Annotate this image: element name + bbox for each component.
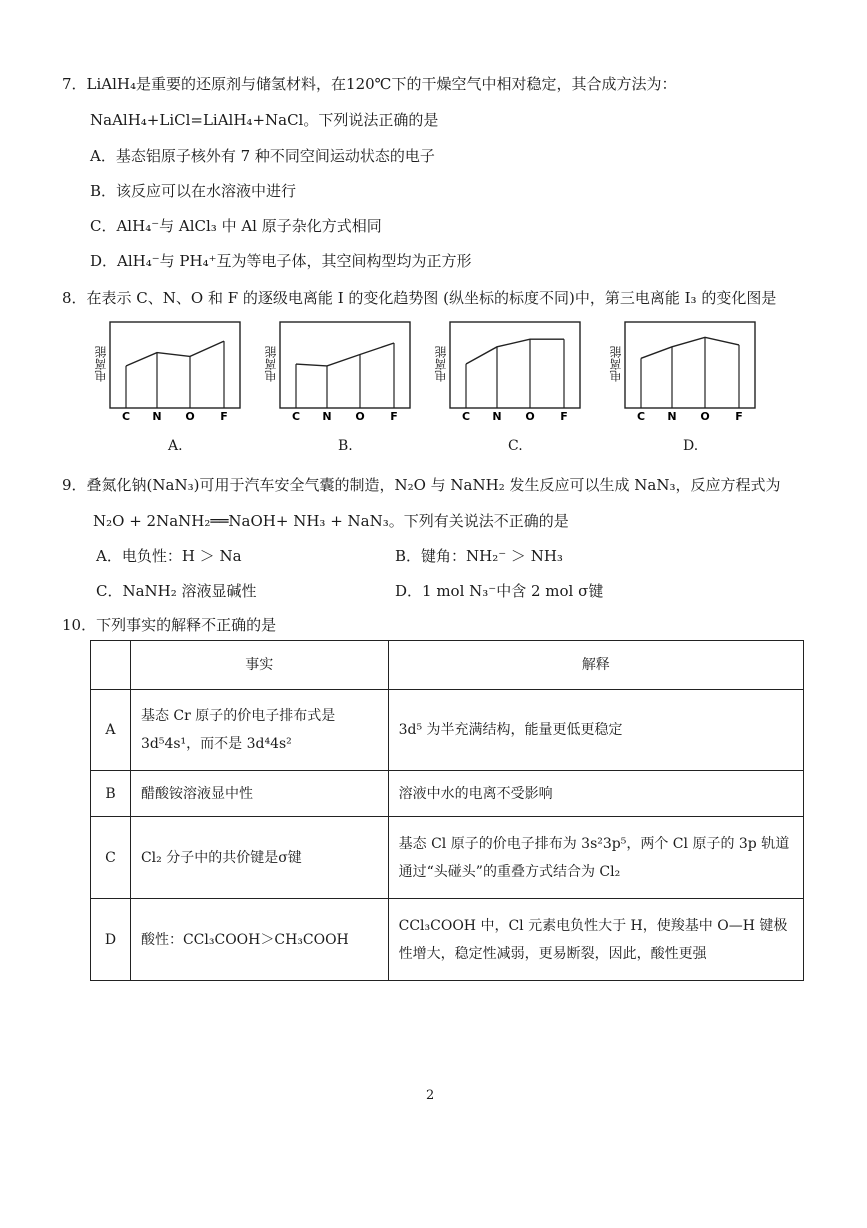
chart-option-label: D. bbox=[683, 438, 699, 454]
q7-option-d: D．AlH₄⁻与 PH₄⁺互为等电子体，其空间构型均为正方形 bbox=[90, 252, 472, 270]
trend-line bbox=[296, 343, 394, 366]
chart-ylabel: 电离能 bbox=[434, 346, 448, 382]
x-tick-label: O bbox=[355, 410, 365, 423]
ionization-chart-a bbox=[92, 322, 267, 462]
row-explain: 溶液中水的电离不受影响 bbox=[388, 771, 803, 817]
x-tick-label: F bbox=[220, 410, 228, 423]
q10-stem: 10．下列事实的解释不正确的是 bbox=[62, 616, 277, 634]
chart-ylabel: 电离能 bbox=[264, 346, 278, 382]
table-header-explain: 解释 bbox=[388, 641, 803, 690]
x-tick-label: C bbox=[636, 410, 646, 423]
q10-table bbox=[90, 640, 804, 981]
q9-stem-line1: 9．叠氮化钠(NaN₃)可用于汽车安全气囊的制造，N₂O 与 NaNH₂ 发生反应可以生成 NaN₃，反应方程式为 bbox=[62, 476, 781, 494]
q9-option-a: A．电负性：H ＞ Na bbox=[96, 547, 242, 565]
x-tick-label: N bbox=[667, 410, 677, 423]
row-fact: 醋酸铵溶液显中性 bbox=[130, 771, 388, 817]
chart-option-label: B. bbox=[338, 438, 353, 454]
x-tick-label: C bbox=[461, 410, 471, 423]
chart-ylabel: 电离能 bbox=[609, 346, 623, 382]
x-tick-label: F bbox=[560, 410, 568, 423]
row-fact: 基态 Cr 原子的价电子排布式是 3d⁵4s¹，而不是 3d⁴4s² bbox=[130, 690, 388, 771]
x-tick-label: O bbox=[525, 410, 535, 423]
chart-frame bbox=[450, 322, 580, 408]
x-tick-label: N bbox=[322, 410, 332, 423]
row-key: B bbox=[91, 771, 131, 817]
q9-option-d: D．1 mol N₃⁻中含 2 mol σ键 bbox=[395, 582, 604, 600]
ionization-chart-b bbox=[262, 322, 437, 462]
q7-stem-line2: NaAlH₄+LiCl=LiAlH₄+NaCl。下列说法正确的是 bbox=[90, 111, 439, 129]
ionization-chart-d bbox=[607, 322, 782, 462]
x-tick-label: C bbox=[291, 410, 301, 423]
row-explain: 3d⁵ 为半充满结构，能量更低更稳定 bbox=[388, 690, 803, 771]
q7-option-a: A．基态铝原子核外有 7 种不同空间运动状态的电子 bbox=[90, 147, 435, 165]
chart-option-label: C. bbox=[508, 438, 523, 454]
x-tick-label: O bbox=[185, 410, 195, 423]
chart-option-label: A. bbox=[168, 438, 183, 454]
row-key: A bbox=[91, 690, 131, 771]
q9-stem-line2: N₂O + 2NaNH₂══NaOH+ NH₃ + NaN₃。下列有关说法不正确的是 bbox=[93, 512, 569, 530]
q7-option-b: B．该反应可以在水溶液中进行 bbox=[90, 182, 297, 200]
q7-stem-line1: 7．LiAlH₄是重要的还原剂与储氢材料，在120℃下的干燥空气中相对稳定，其合成方法为： bbox=[62, 75, 677, 93]
x-tick-label: C bbox=[121, 410, 131, 423]
chart-ylabel: 电离能 bbox=[94, 346, 108, 382]
table-row bbox=[91, 817, 804, 899]
q9-option-c: C．NaNH₂ 溶液显碱性 bbox=[96, 582, 257, 600]
row-key: D bbox=[91, 899, 131, 981]
table-row bbox=[91, 690, 804, 771]
ionization-chart-c bbox=[432, 322, 607, 462]
page-number: 2 bbox=[426, 1088, 435, 1103]
x-tick-label: O bbox=[700, 410, 710, 423]
q7-option-c: C．AlH₄⁻与 AlCl₃ 中 Al 原子杂化方式相同 bbox=[90, 217, 382, 235]
chart-frame bbox=[280, 322, 410, 408]
q9-option-b: B．键角：NH₂⁻ ＞ NH₃ bbox=[395, 547, 563, 565]
table-header-fact: 事实 bbox=[130, 641, 388, 690]
row-fact: 酸性：CCl₃COOH＞CH₃COOH bbox=[130, 899, 388, 981]
trend-line bbox=[126, 341, 224, 366]
table-row bbox=[91, 771, 804, 817]
chart-frame bbox=[625, 322, 755, 408]
x-tick-label: F bbox=[735, 410, 743, 423]
table-row bbox=[91, 899, 804, 981]
x-tick-label: N bbox=[492, 410, 502, 423]
q8-stem: 8．在表示 C、N、O 和 F 的逐级电离能 I 的变化趋势图 (纵坐标的标度不同)中，第三电离能 I₃ 的变化图是 bbox=[62, 289, 777, 307]
trend-line bbox=[641, 337, 739, 358]
row-key: C bbox=[91, 817, 131, 899]
table-header-key bbox=[91, 641, 131, 690]
row-fact: Cl₂ 分子中的共价键是σ键 bbox=[130, 817, 388, 899]
table-header-row bbox=[91, 641, 804, 690]
row-explain: CCl₃COOH 中，Cl 元素电负性大于 H，使羧基中 O—H 键极性增大，稳定性减弱，更易断裂，因此，酸性更强 bbox=[388, 899, 803, 981]
x-tick-label: N bbox=[152, 410, 162, 423]
row-explain: 基态 Cl 原子的价电子排布为 3s²3p⁵，两个 Cl 原子的 3p 轨道通过“头碰头”的重叠方式结合为 Cl₂ bbox=[388, 817, 803, 899]
trend-line bbox=[466, 339, 564, 364]
x-tick-label: F bbox=[390, 410, 398, 423]
